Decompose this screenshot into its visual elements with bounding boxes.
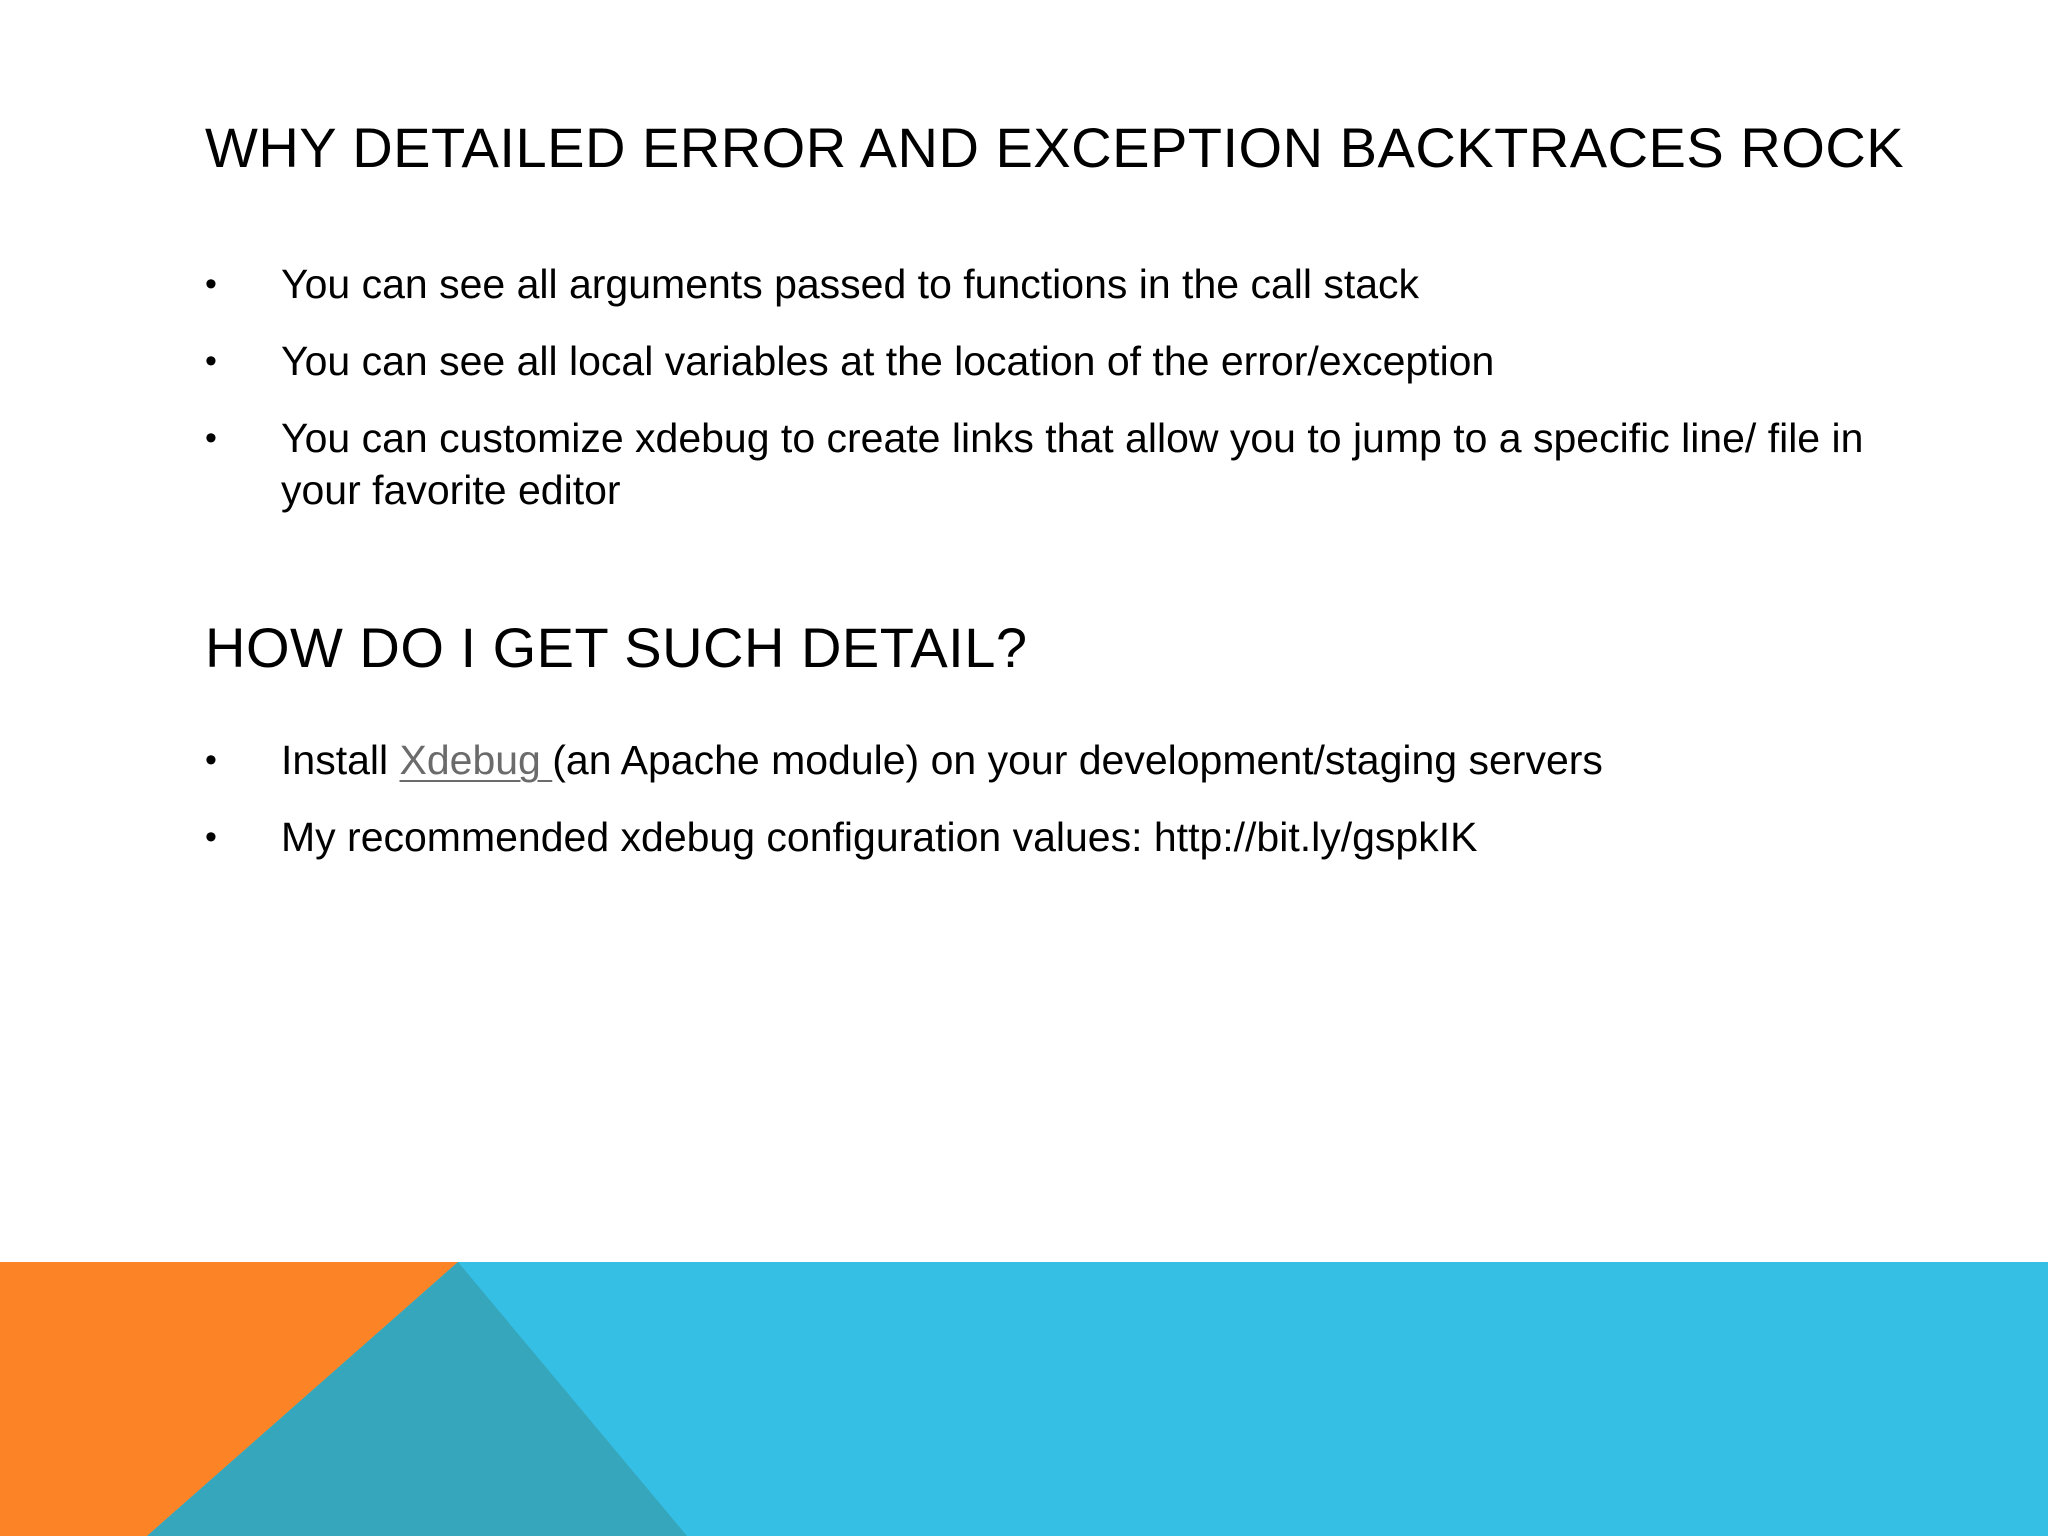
bullet-text: You can customize xdebug to create links that allow you to jump to a specific line/ file in your favorite editor [281, 415, 1864, 513]
bullet-icon: • [205, 818, 217, 856]
bullet-item [205, 258, 1885, 310]
section-heading-how-to: HOW DO I GET SUCH DETAIL? [205, 616, 1028, 679]
bullet-list-backtraces [205, 258, 1885, 541]
xdebug-link[interactable]: Xdebug [399, 737, 553, 783]
bullet-text-prefix: Install [281, 737, 400, 783]
bullet-item [205, 335, 1885, 387]
bullet-icon: • [205, 741, 217, 779]
bullet-icon: • [205, 265, 217, 303]
bullet-icon: • [205, 419, 217, 457]
footer-decoration [0, 1262, 2048, 1536]
bullet-text [281, 737, 1603, 783]
bullet-item [205, 811, 1885, 863]
bullet-text: You can see all arguments passed to functions in the call stack [281, 261, 1420, 307]
bullet-icon: • [205, 342, 217, 380]
bullet-text: My recommended xdebug configuration values: http://bit.ly/gspkIK [281, 814, 1478, 860]
bullet-item [205, 412, 1885, 516]
bullet-list-how-to [205, 734, 1885, 888]
bullet-item [205, 734, 1885, 786]
bullet-text-suffix: (an Apache module) on your development/staging servers [552, 737, 1603, 783]
section-heading-backtraces: WHY DETAILED ERROR AND EXCEPTION BACKTRACES ROCK [205, 116, 1905, 179]
bullet-text: You can see all local variables at the location of the error/exception [281, 338, 1495, 384]
